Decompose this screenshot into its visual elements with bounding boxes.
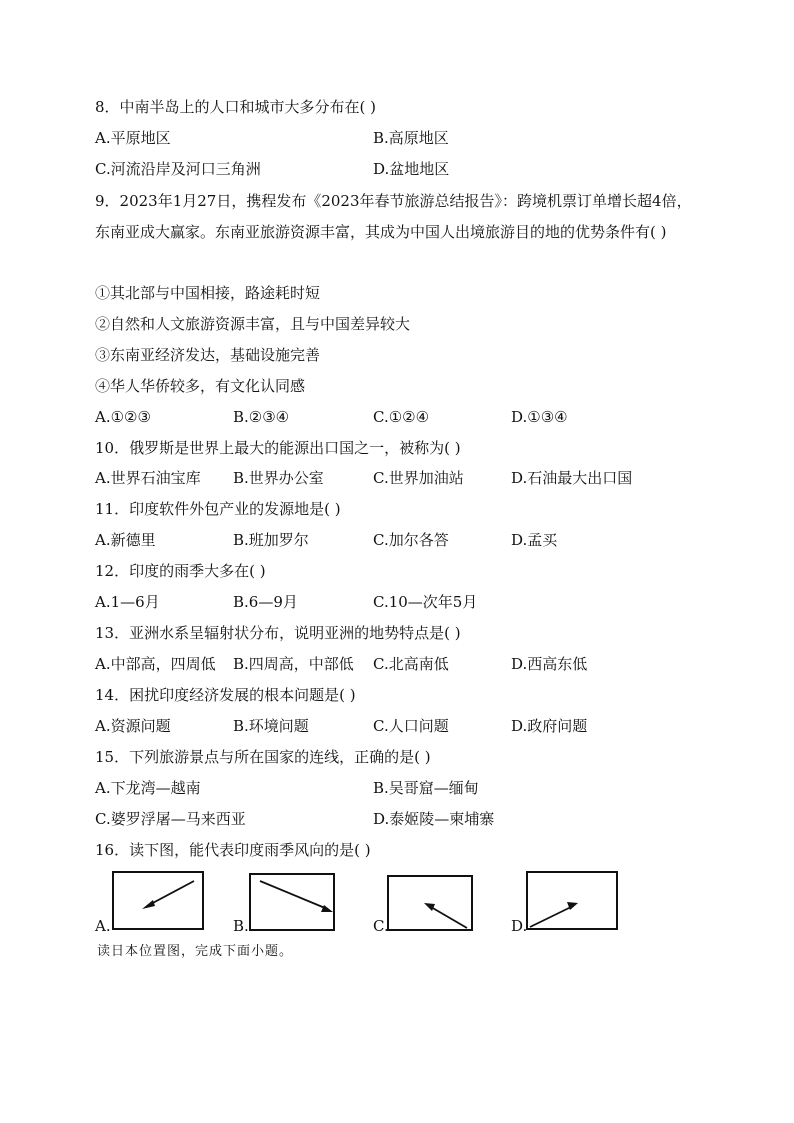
question-15-option-c: C.婆罗浮屠—马来西亚 — [95, 810, 246, 828]
section-instruction: 读日本位置图，完成下面小题。 — [97, 944, 294, 959]
question-9-item-1: ①其北部与中国相接，路途耗时短 — [95, 284, 321, 302]
question-8-option-b: B.高原地区 — [373, 129, 449, 147]
question-8-option-a: A.平原地区 — [95, 129, 171, 147]
question-10-option-b: B.世界办公室 — [233, 469, 324, 487]
question-16-option-a: A. — [95, 917, 111, 935]
question-14-option-a: A.资源问题 — [95, 717, 171, 735]
question-15-option-b: B.吴哥窟—缅甸 — [373, 779, 479, 797]
question-13-option-d: D.西高东低 — [511, 655, 588, 673]
question-16-stem: 16．读下图，能代表印度雨季风向的是( ) — [95, 841, 371, 859]
question-9-item-2: ②自然和人文旅游资源丰富，且与中国差异较大 — [95, 315, 411, 333]
question-8-stem: 8．中南半岛上的人口和城市大多分布在( ) — [95, 98, 377, 116]
wind-direction-diagram-a — [112, 871, 204, 931]
question-11-stem: 11．印度软件外包产业的发源地是( ) — [95, 500, 341, 518]
question-8-option-c: C.河流沿岸及河口三角洲 — [95, 160, 261, 178]
question-8-option-d: D.盆地地区 — [373, 160, 450, 178]
question-14-option-d: D.政府问题 — [511, 717, 588, 735]
question-12-stem: 12．印度的雨季大多在( ) — [95, 562, 266, 580]
question-16-option-c: C. — [373, 917, 389, 935]
question-9-item-4: ④华人华侨较多，有文化认同感 — [95, 377, 306, 395]
question-9-option-a: A.①②③ — [95, 408, 151, 426]
question-11-option-d: D.孟买 — [511, 531, 558, 549]
question-9-item-3: ③东南亚经济发达，基础设施完善 — [95, 346, 321, 364]
question-11-option-a: A.新德里 — [95, 531, 156, 549]
question-16-option-b: B. — [233, 917, 249, 935]
question-10-option-a: A.世界石油宝库 — [95, 469, 201, 487]
question-9-option-d: D.①③④ — [511, 408, 568, 426]
question-10-option-c: C.世界加油站 — [373, 469, 464, 487]
question-15-stem: 15．下列旅游景点与所在国家的连线，正确的是( ) — [95, 748, 431, 766]
question-14-stem: 14．困扰印度经济发展的根本问题是( ) — [95, 686, 356, 704]
wind-direction-diagram-b — [249, 873, 335, 931]
question-10-stem: 10．俄罗斯是世界上最大的能源出口国之一，被称为( ) — [95, 439, 461, 457]
question-11-option-c: C.加尔各答 — [373, 531, 449, 549]
question-13-stem: 13．亚洲水系呈辐射状分布，说明亚洲的地势特点是( ) — [95, 624, 461, 642]
question-11-option-b: B.班加罗尔 — [233, 531, 309, 549]
question-13-option-a: A.中部高，四周低 — [95, 655, 216, 673]
question-14-option-c: C.人口问题 — [373, 717, 449, 735]
question-16-option-d: D. — [511, 917, 528, 935]
question-13-option-b: B.四周高，中部低 — [233, 655, 354, 673]
question-9-option-c: C.①②④ — [373, 408, 430, 426]
question-9-option-b: B.②③④ — [233, 408, 290, 426]
question-10-option-d: D.石油最大出口国 — [511, 469, 633, 487]
wind-direction-diagram-d — [526, 871, 618, 931]
question-14-option-b: B.环境问题 — [233, 717, 309, 735]
question-9-stem: 9．2023年1月27日，携程发布《2023年春节旅游总结报告》：跨境机票订单增长超4倍，东南亚成大赢家。东南亚旅游资源丰富，其成为中国人出境旅游目的地的优势条件有( ) — [95, 192, 692, 241]
question-12-option-b: B.6—9月 — [233, 593, 298, 611]
question-13-option-c: C.北高南低 — [373, 655, 449, 673]
wind-direction-diagram-c — [387, 875, 473, 931]
question-12-option-c: C.10—次年5月 — [373, 593, 478, 611]
question-15-option-a: A.下龙湾—越南 — [95, 779, 201, 797]
question-12-option-a: A.1—6月 — [95, 593, 160, 611]
question-15-option-d: D.泰姬陵—柬埔寨 — [373, 810, 495, 828]
